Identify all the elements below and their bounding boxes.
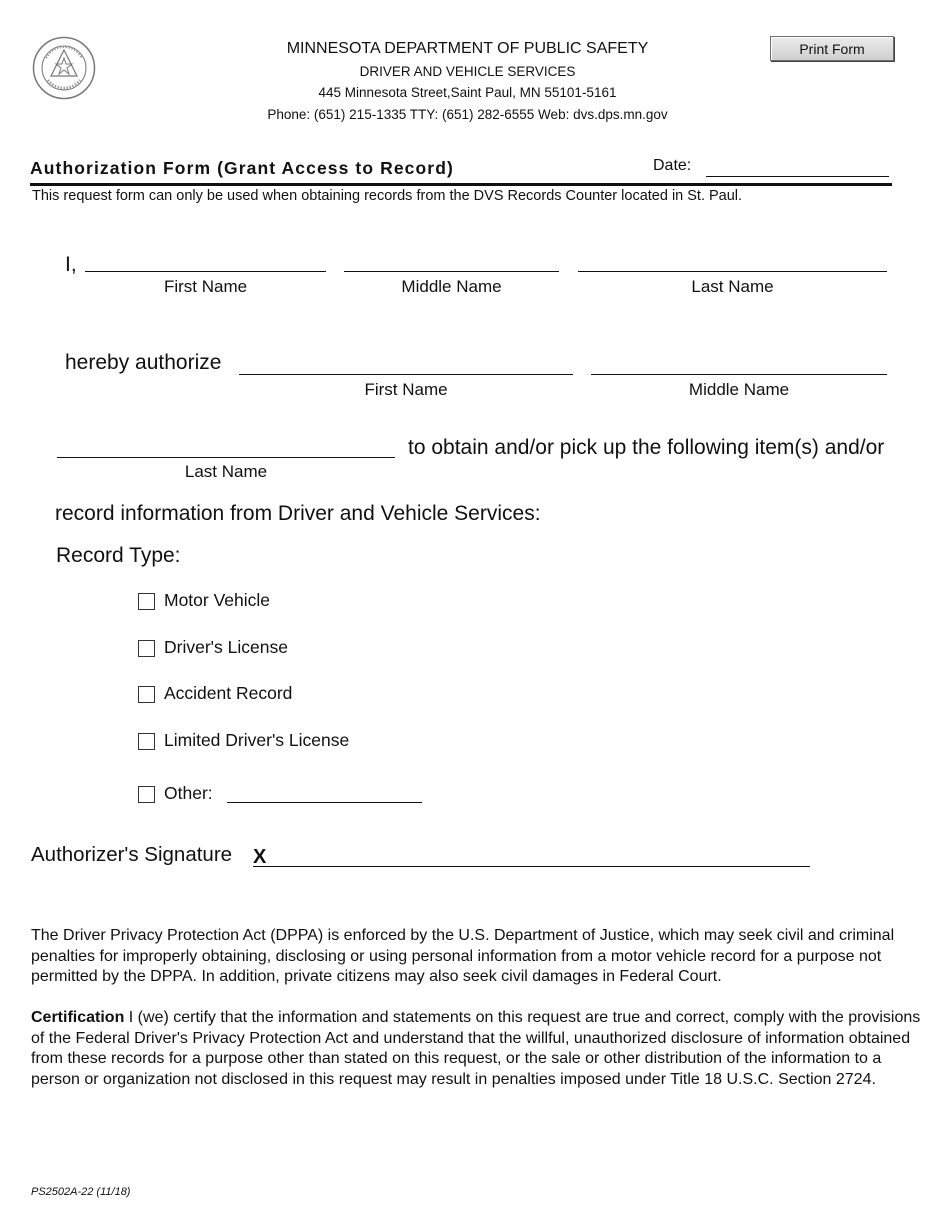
authorize-prefix: hereby authorize <box>65 351 222 374</box>
print-form-button[interactable]: Print Form <box>770 36 894 61</box>
requester-last-name-caption: Last Name <box>691 277 774 296</box>
record-type-label: Record Type: <box>56 544 181 567</box>
authorized-last-name-caption: Last Name <box>184 462 268 481</box>
obtain-text: to obtain and/or pick up the following item(s) and/or <box>408 436 885 459</box>
certification-paragraph <box>31 1008 921 1090</box>
usage-note: This request form can only be used when obtaining records from the DVS Records Counter located in St. Paul. <box>32 188 743 204</box>
other-label: Other: <box>164 783 213 803</box>
agency-address: 445 Minnesota Street,Saint Paul, MN 55101-5161 <box>318 85 617 100</box>
other-checkbox[interactable] <box>138 786 155 803</box>
dppa-paragraph: The Driver Privacy Protection Act (DPPA) is enforced by the U.S. Department of Justice, which may seek civil and criminal penalties for improperly obtaining, disclosing or using personal information from a motor vehicle record for a purpose not permitted by the DPPA. In addition, private citizens may also seek civil damages in Federal Court. <box>31 927 895 986</box>
motor-vehicle-label: Motor Vehicle <box>164 590 271 610</box>
requester-middle-name-caption: Middle Name <box>401 277 502 296</box>
mn-dps-seal-icon <box>32 36 96 100</box>
form-title: Authorization Form (Grant Access to Record) <box>30 158 454 178</box>
agency-contact: Phone: (651) 215-1335 TTY: (651) 282-6555 Web: dvs.dps.mn.gov <box>267 107 668 122</box>
certification-heading: Certification <box>31 1009 125 1026</box>
title-divider <box>30 183 892 186</box>
signature-x-marker: X <box>253 846 267 868</box>
date-field[interactable] <box>706 176 889 177</box>
division-name: DRIVER AND VEHICLE SERVICES <box>359 64 576 79</box>
drivers-license-checkbox[interactable] <box>138 640 155 657</box>
requester-middle-name-field[interactable] <box>344 271 559 272</box>
agency-name: MINNESOTA DEPARTMENT OF PUBLIC SAFETY <box>286 40 649 57</box>
authorized-middle-name-caption: Middle Name <box>688 380 790 399</box>
authorized-first-name-field[interactable] <box>239 374 573 375</box>
requester-first-name-field[interactable] <box>85 271 326 272</box>
other-text-field[interactable] <box>227 802 422 803</box>
accident-record-label: Accident Record <box>164 683 293 703</box>
certification-text: I (we) certify that the information and statements on this request are true and correct, comply with the provisions of the Federal Driver's Privacy Protection Act and understand that the willful, unauthorized disclosure of information obtained from these records for a purpose other than stated on this request, or the sale or other distribution of the information to a person or organization not disclosed in this request may result in penalties imposed under Title 18 U.S.C. Section 2724. <box>31 1009 921 1088</box>
authorized-first-name-caption: First Name <box>364 380 448 399</box>
form-number: PS2502A-22 (11/18) <box>31 1186 131 1198</box>
requester-first-name-caption: First Name <box>163 277 248 296</box>
requester-last-name-field[interactable] <box>578 271 887 272</box>
drivers-license-label: Driver's License <box>164 637 288 657</box>
signature-label: Authorizer's Signature <box>31 843 233 866</box>
motor-vehicle-checkbox[interactable] <box>138 593 155 610</box>
authorized-middle-name-field[interactable] <box>591 374 887 375</box>
limited-drivers-license-label: Limited Driver's License <box>164 730 350 750</box>
signature-field[interactable] <box>253 866 810 867</box>
limited-drivers-license-checkbox[interactable] <box>138 733 155 750</box>
accident-record-checkbox[interactable] <box>138 686 155 703</box>
record-info-text: record information from Driver and Vehicle Services: <box>55 502 541 525</box>
authorized-last-name-field[interactable] <box>57 457 395 458</box>
requester-prefix: I, <box>65 253 77 276</box>
date-label: Date: <box>653 157 692 174</box>
